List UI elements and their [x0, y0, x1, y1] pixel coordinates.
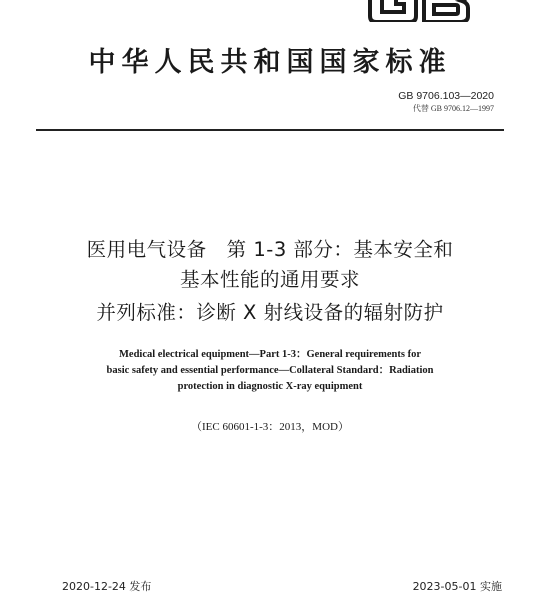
title-cn-line-2: 基本性能的通用要求 [179, 268, 360, 291]
title-cn-line-3: 并列标准：诊断 X 射线设备的辐射防护 [96, 301, 444, 324]
replaces-standard: 代替 GB 9706.12—1997 [412, 104, 494, 113]
iec-reference: （IEC 60601-1-3：2013，MOD） [191, 421, 349, 433]
title-en-line-1: Medical electrical equipment—Part 1-3：General requirements for [119, 349, 421, 360]
implement-date: 2023-05-01 实施 [412, 580, 502, 593]
header-rule [36, 129, 504, 131]
title-en-line-2: basic safety and essential performance—Collateral Standard：Radiation [106, 365, 434, 376]
publish-date: 2020-12-24 发布 [62, 580, 152, 593]
title-cn-line-1: 医用电气设备 第 1-3 部分：基本安全和 [86, 238, 454, 261]
gb-logo [360, 0, 476, 22]
standard-category-title: 中华人民共和国国家标准 [88, 47, 452, 78]
title-en-line-3: protection in diagnostic X-ray equipment [177, 381, 363, 392]
standard-number: GB 9706.103—2020 [398, 90, 494, 102]
